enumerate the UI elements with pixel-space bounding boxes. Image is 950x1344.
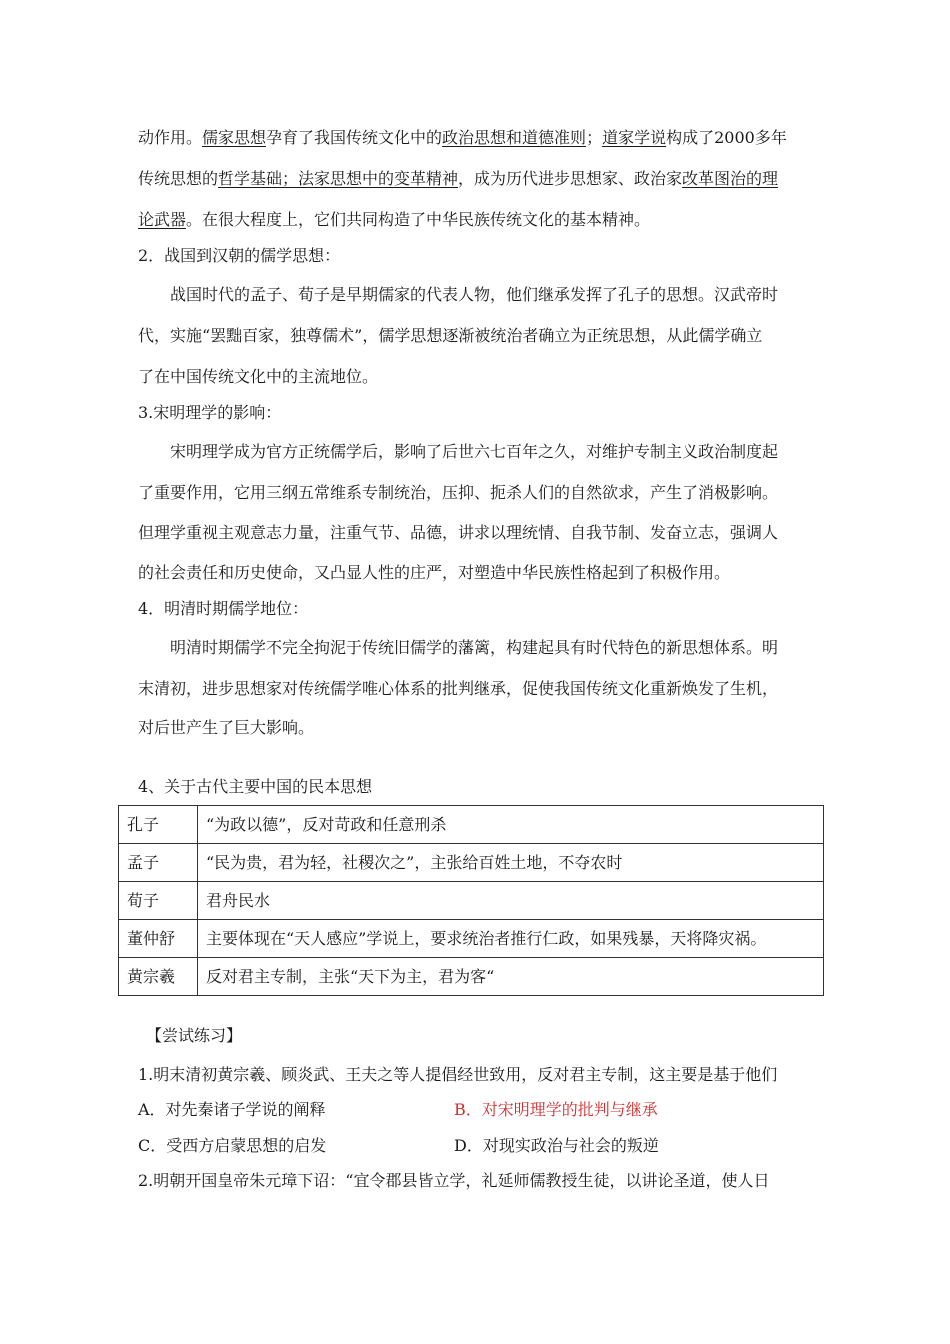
table-row xyxy=(119,806,824,844)
q1-option-a[interactable]: A．对先秦诸子学说的阐释 xyxy=(138,1100,326,1119)
section-4-line: 明清时期儒学不完全拘泥于传统旧儒学的藩篱，构建起具有时代特色的新思想体系。明 xyxy=(170,638,779,657)
section-3-line: 了重要作用，它用三纲五常维系专制统治，压抑、扼杀人们的自然欲求，产生了消极影响。 xyxy=(138,483,779,502)
section-2-line: 了在中国传统文化中的主流地位。 xyxy=(138,367,379,386)
section-2-line: 战国时代的孟子、荀子是早期儒家的代表人物，他们继承发挥了孔子的思想。汉武帝时 xyxy=(170,285,779,304)
para-line-1: 动作用。儒家思想孕育了我国传统文化中的政治思想和道德准则；道家学说构成了2000多年 xyxy=(138,128,787,147)
thinker-idea: 反对君主专制，主张“天下为主，君为客“ xyxy=(198,958,824,996)
question-1: 1.明末清初黄宗羲、顾炎武、王夫之等人提倡经世致用，反对君主专制，这主要是基于他们 xyxy=(138,1065,778,1084)
section-4-title: 4．明清时期儒学地位： xyxy=(138,599,309,618)
thinker-name: 孔子 xyxy=(119,806,198,844)
practice-heading: 【尝试练习】 xyxy=(146,1026,243,1045)
section-3-title: 3.宋明理学的影响： xyxy=(138,403,282,422)
section-4-line: 末清初，进步思想家对传统儒学唯心体系的批判继承，促使我国传统文化重新焕发了生机， xyxy=(138,679,779,698)
section-3-line: 宋明理学成为官方正统儒学后，影响了后世六七百年之久，对维护专制主义政治制度起 xyxy=(170,442,779,461)
table-row xyxy=(119,882,824,920)
thinker-idea: “为政以德”，反对苛政和任意刑杀 xyxy=(198,806,824,844)
section-3-line: 的社会责任和历史使命，又凸显人性的庄严，对塑造中华民族性格起到了积极作用。 xyxy=(138,563,731,582)
q1-option-d[interactable]: D．对现实政治与社会的叛逆 xyxy=(454,1136,659,1155)
thinker-name: 黄宗羲 xyxy=(119,958,198,996)
section-2-line: 代，实施“罢黜百家，独尊儒术”，儒学思想逐渐被统治者确立为正统思想，从此儒学确立 xyxy=(138,326,763,345)
table-row xyxy=(119,844,824,882)
table-title: 4、关于古代主要中国的民本思想 xyxy=(138,777,373,796)
section-4-line: 对后世产生了巨大影响。 xyxy=(138,718,315,737)
table-row xyxy=(119,920,824,958)
thinker-idea: 主要体现在“天人感应”学说上，要求统治者推行仁政，如果残暴，天将降灾祸。 xyxy=(198,920,824,958)
thinker-idea: “民为贵，君为轻，社稷次之”，主张给百姓土地，不夺农时 xyxy=(198,844,824,882)
section-2-title: 2．战国到汉朝的儒学思想： xyxy=(138,246,341,265)
thinker-name: 董仲舒 xyxy=(119,920,198,958)
section-3-line: 但理学重视主观意志力量，注重气节、品德，讲求以理统情、自我节制、发奋立志，强调人 xyxy=(138,523,779,542)
minben-table xyxy=(118,805,824,996)
q1-option-b[interactable]: B．对宋明理学的批判与继承 xyxy=(454,1100,658,1119)
q1-option-c[interactable]: C．受西方启蒙思想的启发 xyxy=(138,1136,327,1155)
table-row xyxy=(119,958,824,996)
para-line-2: 传统思想的哲学基础；法家思想中的变革精神，成为历代进步思想家、政治家改革图治的理 xyxy=(138,169,779,188)
para-line-3: 论武器。在很大程度上，它们共同构造了中华民族传统文化的基本精神。 xyxy=(138,210,651,229)
question-2: 2.明朝开国皇帝朱元璋下诏：“宜令郡县皆立学，礼延师儒教授生徒，以讲论圣道，使人日 xyxy=(138,1171,770,1190)
thinker-name: 荀子 xyxy=(119,882,198,920)
thinker-idea: 君舟民水 xyxy=(198,882,824,920)
thinker-name: 孟子 xyxy=(119,844,198,882)
